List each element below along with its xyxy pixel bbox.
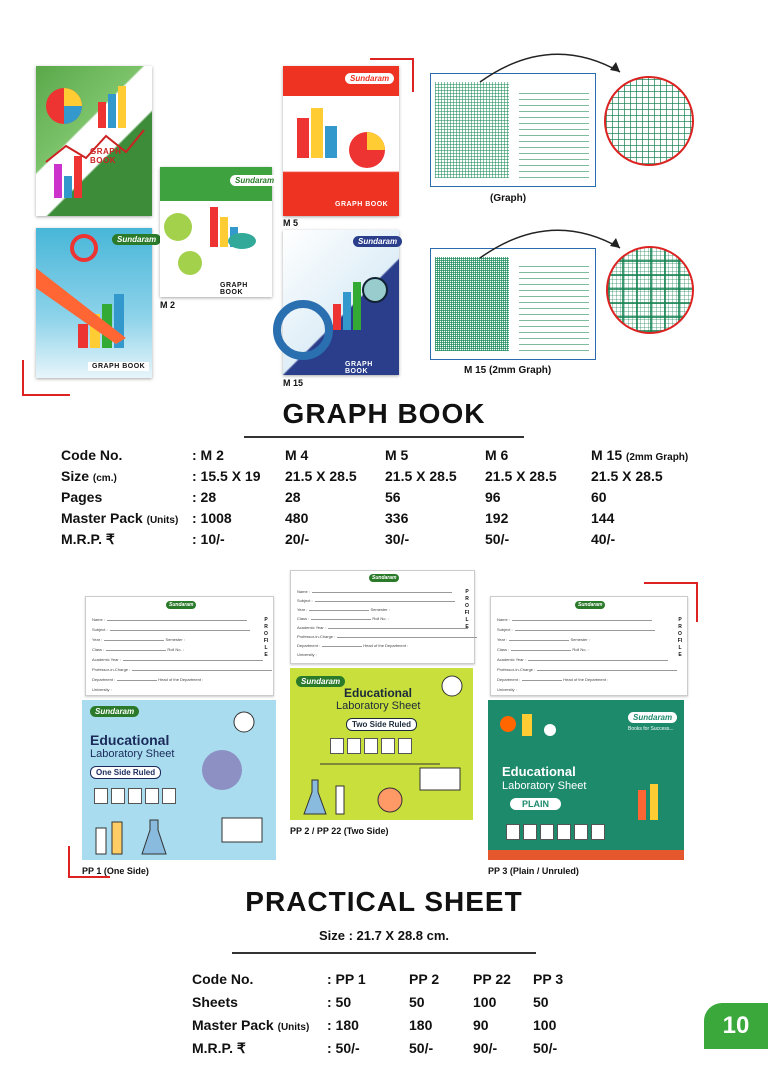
m2-code: : M 2 <box>192 447 224 463</box>
pp2-sheets: 50 <box>409 994 425 1010</box>
m6-size: 21.5 X 28.5 <box>485 468 557 484</box>
pp22-mrp: 90/- <box>473 1040 498 1056</box>
graph-caption-2mm: M 15 (2mm Graph) <box>464 365 552 376</box>
lab-equipment-illustration <box>82 700 276 860</box>
ps-label-mrp: M.R.P. ₹ <box>192 1040 246 1056</box>
practical-sheet-title: PRACTICAL SHEET <box>245 886 523 917</box>
practical-sheet-form-3: Sundaram Name : Subject : Year : Semester : Class : Roll No. : Academic Year : Professor-in-Charge : Department : Head of the Department : University : PROFILE <box>490 596 688 696</box>
pp22-code: PP 22 <box>473 971 511 987</box>
cover-label: GRAPH BOOK <box>216 281 272 297</box>
brand-logo: Sundaram <box>112 234 161 245</box>
m4-master: 480 <box>285 510 309 526</box>
title-underline <box>244 436 524 438</box>
badge-two-side: Two Side Ruled <box>346 718 417 731</box>
brand-logo: Sundaram <box>353 236 402 247</box>
arrow-icon <box>470 46 640 86</box>
pp3-code: PP 3 <box>533 971 564 987</box>
chart-illustration <box>283 230 399 375</box>
lab-equipment-illustration <box>290 668 473 820</box>
pp1-master: : 180 <box>327 1017 359 1033</box>
graph-magnify-circle-2mm <box>606 246 694 334</box>
ps-label-sheets: Sheets <box>192 994 238 1010</box>
m5-code: M 5 <box>385 447 409 463</box>
practical-sheet-size: Size : 21.7 X 28.8 cm. <box>318 928 450 943</box>
label-pages: Pages <box>61 489 103 505</box>
practical-sheet-cover-pp3: Sundaram Books for Success... Educational Laboratory Sheet PLAIN <box>488 700 684 860</box>
cover-label: GRAPH BOOK <box>345 361 373 375</box>
m2-mrp: : 10/- <box>192 531 225 547</box>
label-size: Size (cm.) <box>61 468 117 484</box>
m6-code: M 6 <box>485 447 509 463</box>
m4-size: 21.5 X 28.5 <box>285 468 357 484</box>
pp2-code: PP 2 <box>409 971 440 987</box>
m5-master: 336 <box>385 510 409 526</box>
practical-sheet-cover-pp1: Sundaram Educational Laboratory Sheet One Side Ruled <box>82 700 276 860</box>
chart-illustration <box>160 167 272 297</box>
m15-pages: 60 <box>591 489 607 505</box>
m15-mrp: 40/- <box>591 531 616 547</box>
pp2-master: 180 <box>409 1017 433 1033</box>
m2-size: : 15.5 X 19 <box>192 468 261 484</box>
graph-magnify-circle <box>604 76 694 166</box>
ps-label-master: Master Pack (Units) <box>192 1017 310 1033</box>
label-code: Code No. <box>61 447 123 463</box>
pp3-sheets: 50 <box>533 994 549 1010</box>
graph-book-cover-2 <box>36 228 157 378</box>
m6-mrp: 50/- <box>485 531 510 547</box>
m4-code: M 4 <box>285 447 309 463</box>
m4-mrp: 20/- <box>285 531 310 547</box>
m5-size: 21.5 X 28.5 <box>385 468 457 484</box>
badge-plain: PLAIN <box>510 798 561 810</box>
brand-logo: Sundaram <box>90 706 139 717</box>
label-master-pack: Master Pack (Units) <box>61 510 179 526</box>
pp1-mrp: : 50/- <box>327 1040 360 1056</box>
m6-pages: 96 <box>485 489 501 505</box>
arrow-icon <box>470 222 640 262</box>
label-mrp: M.R.P. ₹ <box>61 531 115 547</box>
graph-caption: (Graph) <box>490 193 527 204</box>
chart-illustration <box>283 66 399 216</box>
practical-sheet-form-1: Sundaram Name : Subject : Year : Semester : Class : Roll No. : Academic Year : Professor-in-Charge : Department : Head of the Department : University : PROFILE <box>85 596 274 696</box>
brand-logo: Sundaram <box>166 601 196 609</box>
m15-code: M 15 (2mm Graph) <box>591 447 689 463</box>
brand-logo: Sundaram <box>575 601 605 609</box>
graph-page-preview <box>430 73 596 187</box>
m15-master: 144 <box>591 510 615 526</box>
pp22-master: 90 <box>473 1017 489 1033</box>
pp1-sheets: : 50 <box>327 994 352 1010</box>
m6-master: 192 <box>485 510 509 526</box>
graph-book-cover-m2 <box>160 167 275 297</box>
chart-illustration <box>36 66 152 216</box>
m2-master: : 1008 <box>192 510 232 526</box>
m2-pages: : 28 <box>192 489 217 505</box>
cover-code-m5: M 5 <box>283 218 299 228</box>
graph-book-title: GRAPH BOOK <box>282 398 486 429</box>
graph-book-cover-m5 <box>283 66 399 216</box>
page-number: 10 <box>704 1003 768 1049</box>
m15-size: 21.5 X 28.5 <box>591 468 663 484</box>
cover-label: GRAPH BOOK <box>335 201 389 208</box>
pp3-master: 100 <box>533 1017 557 1033</box>
pp2-mrp: 50/- <box>409 1040 434 1056</box>
caption-pp2: PP 2 / PP 22 (Two Side) <box>290 826 389 836</box>
brand-logo: Sundaram <box>230 175 279 186</box>
brand-logo: Sundaram <box>628 712 677 723</box>
practical-sheet-form-2: Sundaram Name : Subject : Year : Semester : Class : Roll No. : Academic Year : Professor-in-Charge : Department : Head of the Department : University : PROFILE <box>290 570 475 664</box>
brand-logo: Sundaram <box>369 574 399 582</box>
ps-label-code: Code No. <box>192 971 254 987</box>
brand-logo: Sundaram <box>296 676 345 687</box>
pp3-mrp: 50/- <box>533 1040 558 1056</box>
pp22-sheets: 100 <box>473 994 497 1010</box>
caption-pp3: PP 3 (Plain / Unruled) <box>488 866 579 876</box>
chart-illustration <box>36 228 152 378</box>
graph-book-cover-1 <box>36 66 152 216</box>
cover-code-m15: M 15 <box>283 378 304 388</box>
m4-pages: 28 <box>285 489 301 505</box>
badge-one-side: One Side Ruled <box>90 766 161 779</box>
lab-equipment-illustration <box>488 700 684 860</box>
title-underline <box>232 952 536 954</box>
m5-mrp: 30/- <box>385 531 410 547</box>
cover-label: GRAPH BOOK <box>88 362 149 371</box>
practical-sheet-cover-pp2: Sundaram Educational Laboratory Sheet Two Side Ruled <box>290 668 473 820</box>
cover-label: GRAPH BOOK <box>90 147 122 165</box>
graph-book-cover-m15 <box>283 230 399 375</box>
cover-code-m2: M 2 <box>160 300 176 310</box>
pp1-code: : PP 1 <box>327 971 366 987</box>
caption-pp1: PP 1 (One Side) <box>82 866 149 876</box>
graph-page-preview-2mm <box>430 248 596 360</box>
brand-logo: Sundaram <box>345 73 394 84</box>
m5-pages: 56 <box>385 489 401 505</box>
